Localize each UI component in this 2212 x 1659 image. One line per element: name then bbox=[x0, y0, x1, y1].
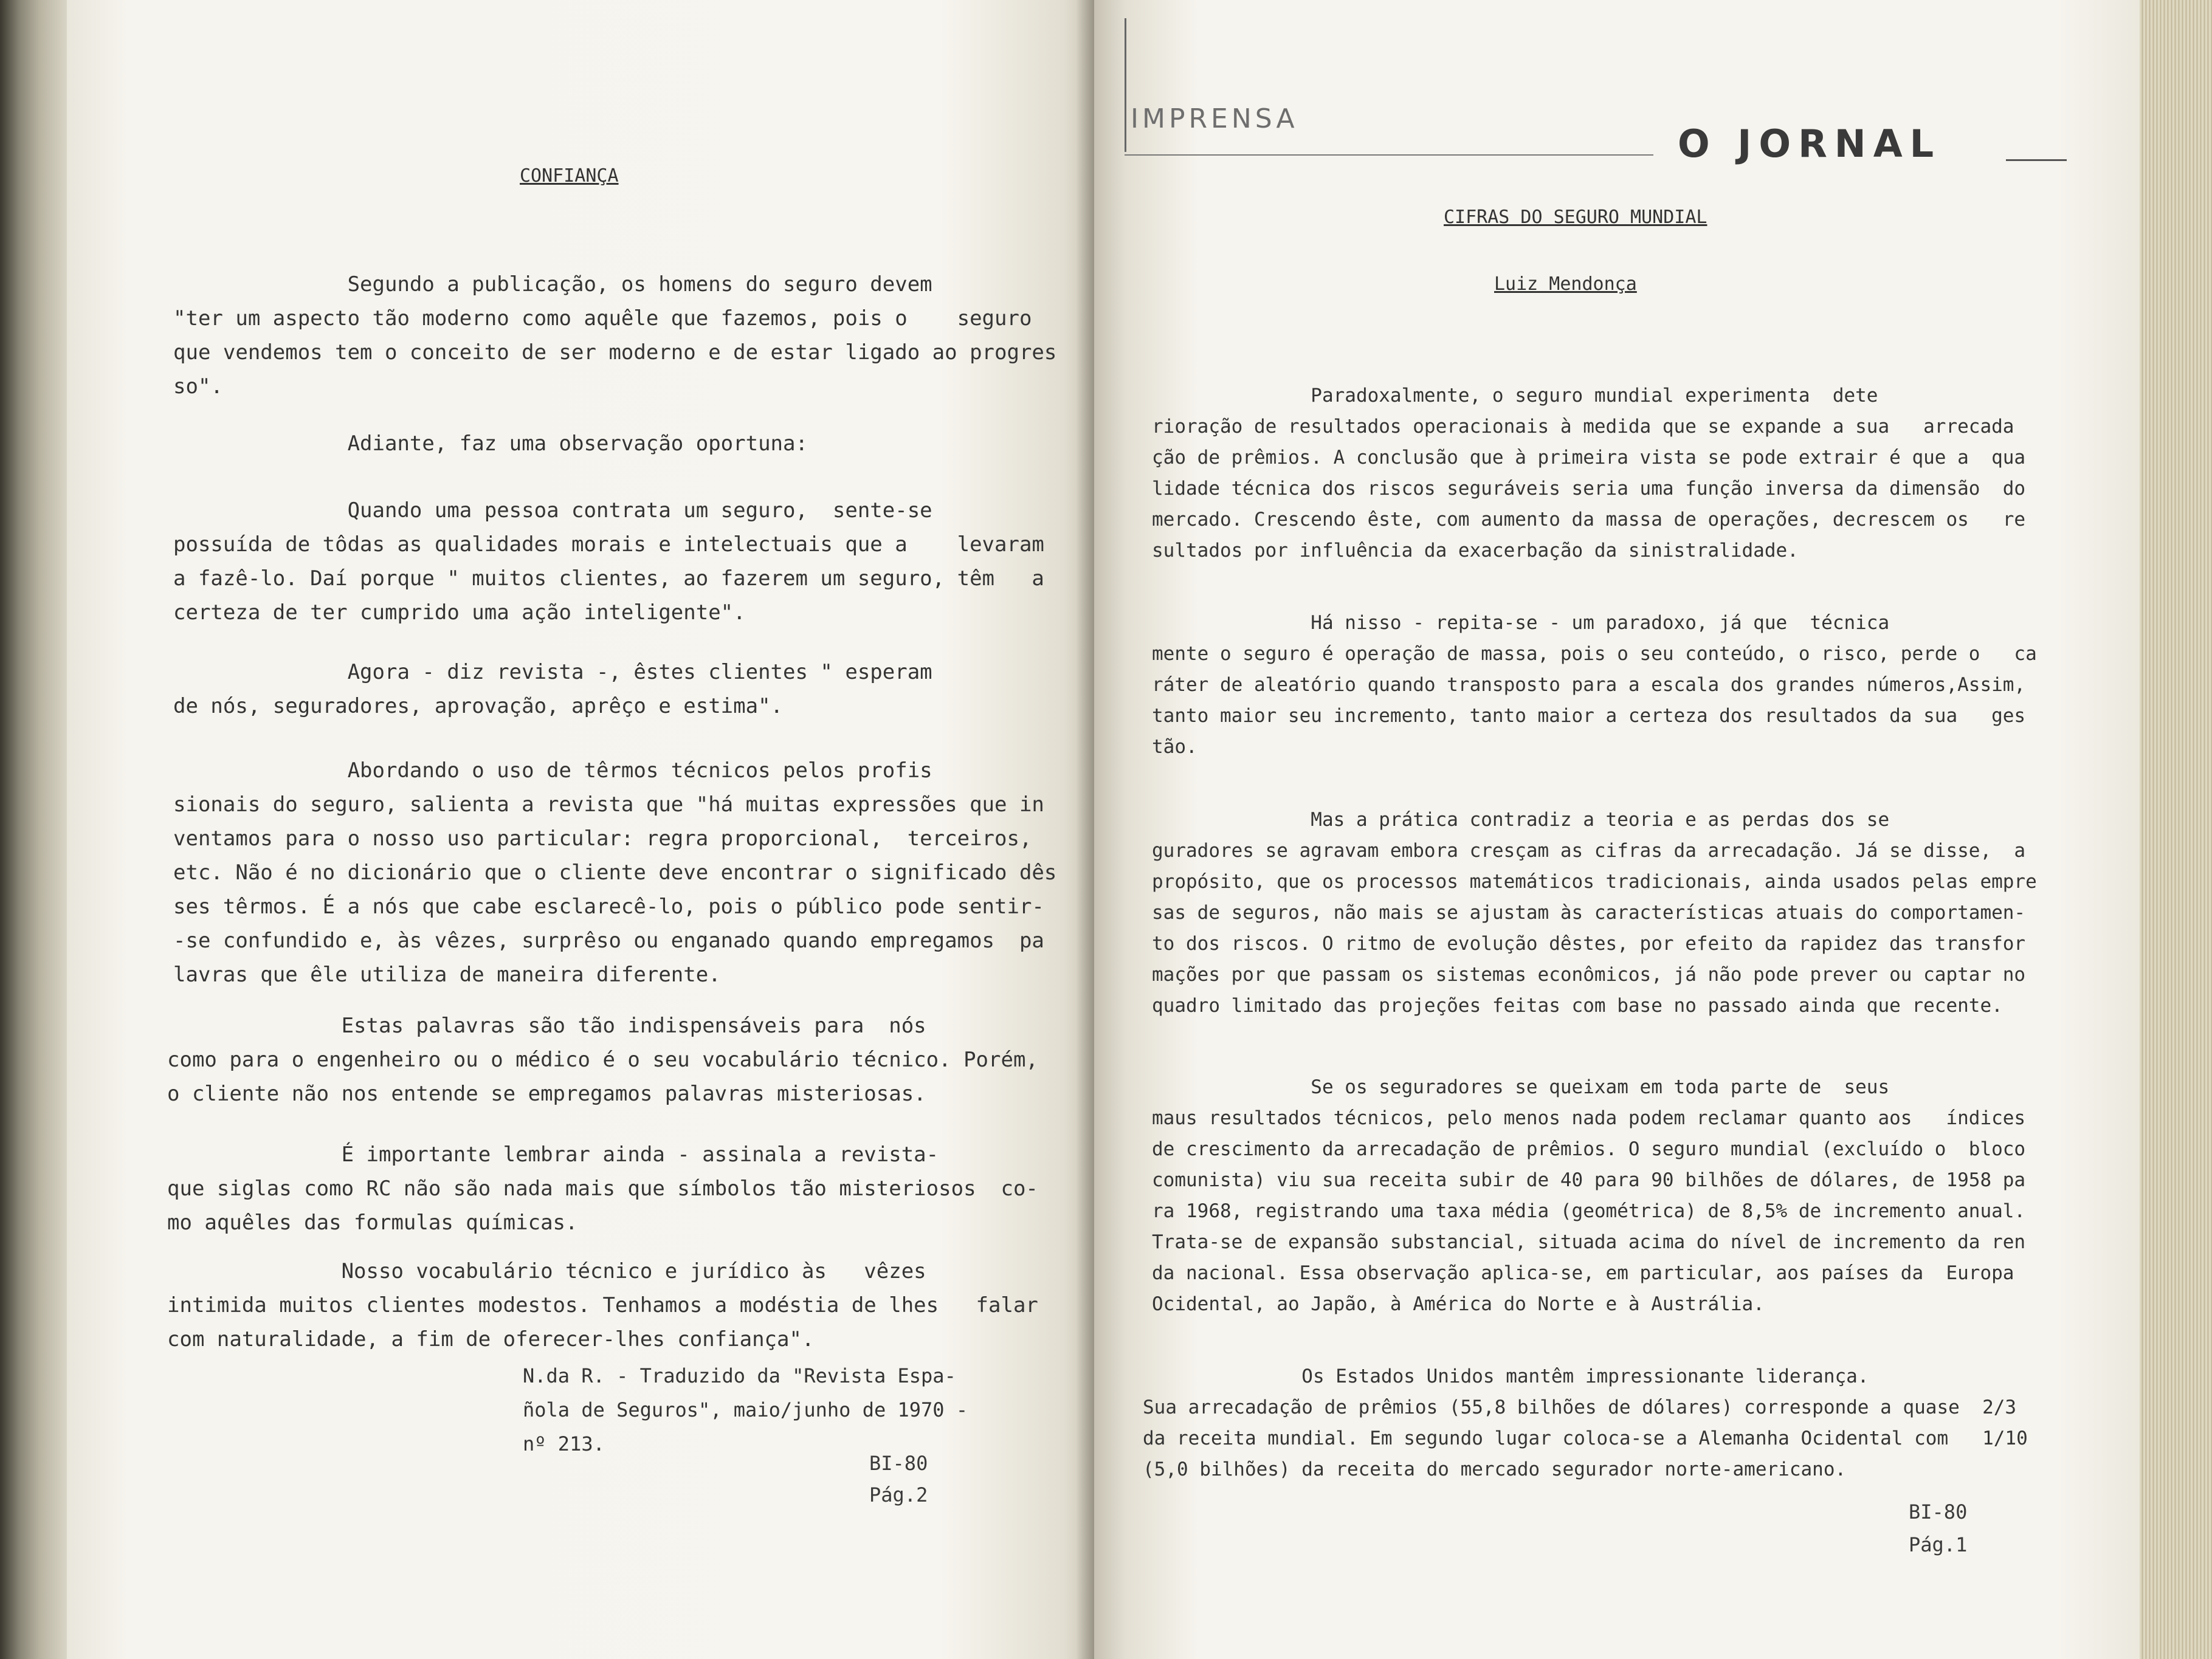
masthead-imprensa: IMPRENSA bbox=[1131, 103, 1298, 134]
left-paragraph-4: Agora - diz revista -, êstes clientes " esperam de nós, seguradores, aprovação, aprêço e estima". bbox=[173, 660, 932, 718]
right-paragraph-1: Paradoxalmente, o seguro mundial experimenta dete rioração de resultados operacionais à medida que se expande a sua arrecada ção de prêmios. A conclusão que à primeira vista se pode extrair é que a qua lidade técnica dos riscos seguráveis seria uma função inversa da dimensão do mercado. Crescendo êste, com aumento da massa de operações, decrescem os re sultados por influência da exacerbação da sinistralidade. bbox=[1152, 385, 2026, 562]
left-page-title: CONFIANÇA bbox=[520, 165, 619, 187]
left-footer-page: Pág.2 bbox=[869, 1483, 928, 1506]
right-paragraph-3: Mas a prática contradiz a teoria e as perdas dos se guradores se agravam embora cresçam as cifras da arrecadação. Já se disse, a propósito, que os processos matemáticos tradicionais, ainda usados pelas empre sas de seguros, não mais se ajustam às características atuais do comportamen- to dos riscos. O ritmo de evolução dêstes, por efeito da rapidez das transfor mações por que passam os sistemas econômicos, já não pode prever ou captar no quadro limitado das projeções feitas com base no passado ainda que recente. bbox=[1152, 809, 2037, 1017]
left-footer-code: BI-80 bbox=[869, 1452, 928, 1475]
book-edge-right bbox=[2139, 0, 2212, 1659]
right-paragraph-4: Se os seguradores se queixam em toda parte de seus maus resultados técnicos, pelo menos nada podem reclamar quanto aos índices de crescimento da arrecadação de prêmios. O seguro mundial (excluído o bloco comunista) viu sua receita subir de 40 para 90 bilhões de dólares, de 1958 pa ra 1968, registrando uma taxa média (geométrica) de 8,5% de incremento anual. Trata-se de expansão substancial, situada acima do nível de incremento da ren da nacional. Essa observação aplica-se, em particular, aos países da Europa Ocidental, ao Japão, à América do Norte e à Austrália. bbox=[1152, 1076, 2026, 1315]
masthead-o-jornal: O JORNAL bbox=[1678, 122, 1942, 166]
left-paragraph-8: Nosso vocabulário técnico e jurídico às vêzes intimida muitos clientes modestos. Tenhamos a modéstia de lhes falar com naturalidade, a fim de oferecer-lhes confiança". bbox=[167, 1259, 1038, 1352]
masthead-rule-left bbox=[1125, 154, 1653, 156]
editor-note: N.da R. - Traduzido da "Revista Espa- ñola de Seguros", maio/junho de 1970 - nº 213. bbox=[523, 1364, 968, 1455]
left-page bbox=[67, 0, 1094, 1659]
book-edge-left bbox=[0, 0, 67, 1659]
right-paragraph-2: Há nisso - repita-se - um paradoxo, já que técnica mente o seguro é operação de massa, pois o seu conteúdo, o risco, perde o ca ráter de aleatório quando transposto para a escala dos grandes números,Assim, tanto maior seu incremento, tanto maior a certeza dos resultados da sua ges tão. bbox=[1152, 612, 2037, 758]
left-paragraph-7: É importante lembrar ainda - assinala a revista- que siglas como RC não são nada mais que símbolos tão misteriosos co- mo aquêles das formulas químicas. bbox=[167, 1142, 1038, 1235]
right-paragraph-5: Os Estados Unidos mantêm impressionante liderança. Sua arrecadação de prêmios (55,8 bilhões de dólares) corresponde a quase 2/3 da receita mundial. Em segundo lugar coloca-se a Alemanha Ocidental com 1/10 (5,0 bilhões) da receita do mercado segurador norte-americano. bbox=[1143, 1365, 2028, 1480]
left-paragraph-5: Abordando o uso de têrmos técnicos pelos profis sionais do seguro, salienta a revista que "há muitas expressões que in ventamos para o nosso uso particular: regra proporcional, terceiros, etc. Não é no dicionário que o cliente deve encontrar o significado dês ses têrmos. É a nós que cabe esclarecê-lo, pois o público pode sentir- -se confundido e, às vêzes, surprêso ou enganado quando empregamos pa lavras que êle utiliza de maneira diferente. bbox=[173, 758, 1057, 987]
left-paragraph-3: Quando uma pessoa contrata um seguro, sente-se possuída de tôdas as qualidades morais e intelectuais que a levaram a fazê-lo. Daí porque " muitos clientes, ao fazerem um seguro, têm a certeza de ter cumprido uma ação inteligente". bbox=[173, 498, 1044, 625]
author-name: Luiz Mendonça bbox=[1494, 273, 1637, 295]
left-paragraph-2: Adiante, faz uma observação oportuna: bbox=[173, 431, 808, 456]
left-paragraph-1: Segundo a publicação, os homens do seguro devem "ter um aspecto tão moderno como aquêle que fazemos, pois o seguro que vendemos tem o conceito de ser moderno e de estar ligado ao progres so". bbox=[173, 272, 1057, 399]
right-footer-page: Pág.1 bbox=[1909, 1533, 1968, 1556]
masthead-vertical-rule bbox=[1125, 18, 1126, 152]
right-footer-code: BI-80 bbox=[1909, 1500, 1968, 1523]
left-paragraph-6: Estas palavras são tão indispensáveis para nós como para o engenheiro ou o médico é o seu vocabulário técnico. Porém, o cliente não nos entende se empregamos palavras misteriosas. bbox=[167, 1014, 1038, 1106]
right-page-title: CIFRAS DO SEGURO MUNDIAL bbox=[1444, 207, 1707, 228]
masthead-rule-right bbox=[2006, 159, 2067, 161]
